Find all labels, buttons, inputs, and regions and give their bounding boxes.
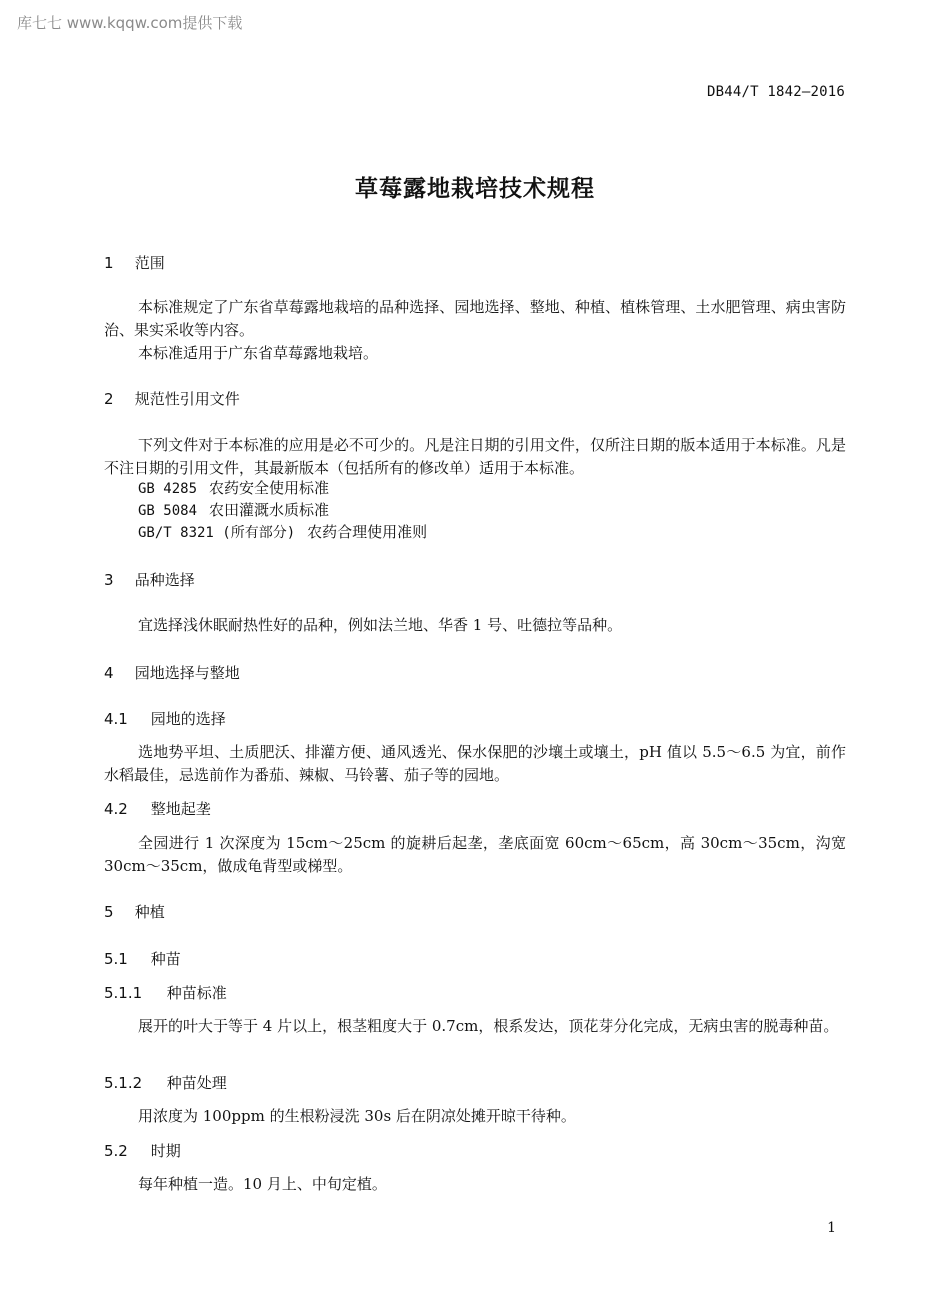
- section-title: 种苗标准: [166, 984, 227, 1002]
- document-number: DB44/T 1842—2016: [706, 84, 845, 100]
- section-number: 4.2: [104, 800, 128, 818]
- reference-title: 农药安全使用标准: [209, 479, 330, 497]
- watermark: 库七七 www.kqqw.com提供下载: [17, 14, 243, 32]
- section-number: 4: [104, 664, 114, 682]
- section-heading-5: [104, 901, 165, 922]
- reference-code: GB 5084: [138, 503, 198, 519]
- section-heading-1: [104, 252, 165, 273]
- section-heading-4: [104, 662, 240, 683]
- section-number: 5.1.2: [104, 1074, 143, 1092]
- section-number: 4.1: [104, 710, 128, 728]
- section-title: 范围: [134, 254, 165, 272]
- section-title: 种苗处理: [166, 1074, 227, 1092]
- section-number: 3: [104, 571, 114, 589]
- section-heading-4-2: [104, 798, 211, 819]
- paragraph: 展开的叶大于等于 4 片以上，根茎粗度大于 0.7cm，根系发达，顶花芽分化完成，无病虫害的脱毒种苗。: [138, 1017, 839, 1035]
- section-number: 5.1.1: [104, 984, 143, 1002]
- paragraph: 每年种植一造。10 月上、中旬定植。: [138, 1175, 387, 1193]
- reference-title: 农田灌溉水质标准: [209, 501, 330, 519]
- section-number: 1: [104, 254, 114, 272]
- section-title: 时期: [150, 1142, 181, 1160]
- section-heading-4-1: [104, 708, 226, 729]
- reference-code: GB/T 8321 (所有部分): [138, 525, 296, 541]
- section-heading-5-1-1: [104, 982, 227, 1003]
- section-title: 品种选择: [134, 571, 195, 589]
- paragraph: 用浓度为 100ppm 的生根粉浸洗 30s 后在阴凉处摊开晾干待种。: [138, 1107, 576, 1125]
- section-title: 规范性引用文件: [134, 390, 240, 408]
- section-heading-2: [104, 388, 240, 409]
- paragraph: 本标准适用于广东省草莓露地栽培。: [138, 344, 379, 362]
- section-title: 园地选择与整地: [134, 664, 240, 682]
- section-title: 种苗: [150, 950, 181, 968]
- section-number: 2: [104, 390, 114, 408]
- section-title: 整地起垄: [150, 800, 211, 818]
- section-number: 5.2: [104, 1142, 128, 1160]
- section-title: 园地的选择: [150, 710, 226, 728]
- section-heading-3: [104, 569, 195, 590]
- reference-title: 农药合理使用准则: [307, 523, 428, 541]
- reference-item: [138, 521, 427, 542]
- section-number: 5.1: [104, 950, 128, 968]
- reference-code: GB 4285: [138, 481, 198, 497]
- section-number: 5: [104, 903, 114, 921]
- section-heading-5-2: [104, 1140, 181, 1161]
- paragraph: 宜选择浅休眠耐热性好的品种，例如法兰地、华香 1 号、吐德拉等品种。: [138, 616, 623, 634]
- page-number: 1: [827, 1220, 836, 1236]
- paragraph: 选地势平坦、土质肥沃、排灌方便、通风透光、保水保肥的沙壤土或壤土，pH 值以 5.5～6.5 为宜，前作水稻最佳，忌选前作为番茄、辣椒、马铃薯、茄子等的园地。: [104, 743, 846, 784]
- section-title: 种植: [134, 903, 165, 921]
- section-heading-5-1-2: [104, 1072, 227, 1093]
- paragraph: 本标准规定了广东省草莓露地栽培的品种选择、园地选择、整地、种植、植株管理、土水肥管理、病虫害防治、果实采收等内容。: [104, 298, 846, 339]
- paragraph: 下列文件对于本标准的应用是必不可少的。凡是注日期的引用文件，仅所注日期的版本适用于本标准。凡是不注日期的引用文件，其最新版本（包括所有的修改单）适用于本标准。: [104, 436, 846, 477]
- paragraph: 全园进行 1 次深度为 15cm～25cm 的旋耕后起垄，垄底面宽 60cm～65cm，高 30cm～35cm，沟宽 30cm～35cm，做成龟背型或梯型。: [104, 834, 846, 875]
- reference-item: [138, 499, 329, 520]
- section-heading-5-1: [104, 948, 181, 969]
- reference-item: [138, 477, 329, 498]
- page-title: 草莓露地栽培技术规程: [355, 176, 595, 202]
